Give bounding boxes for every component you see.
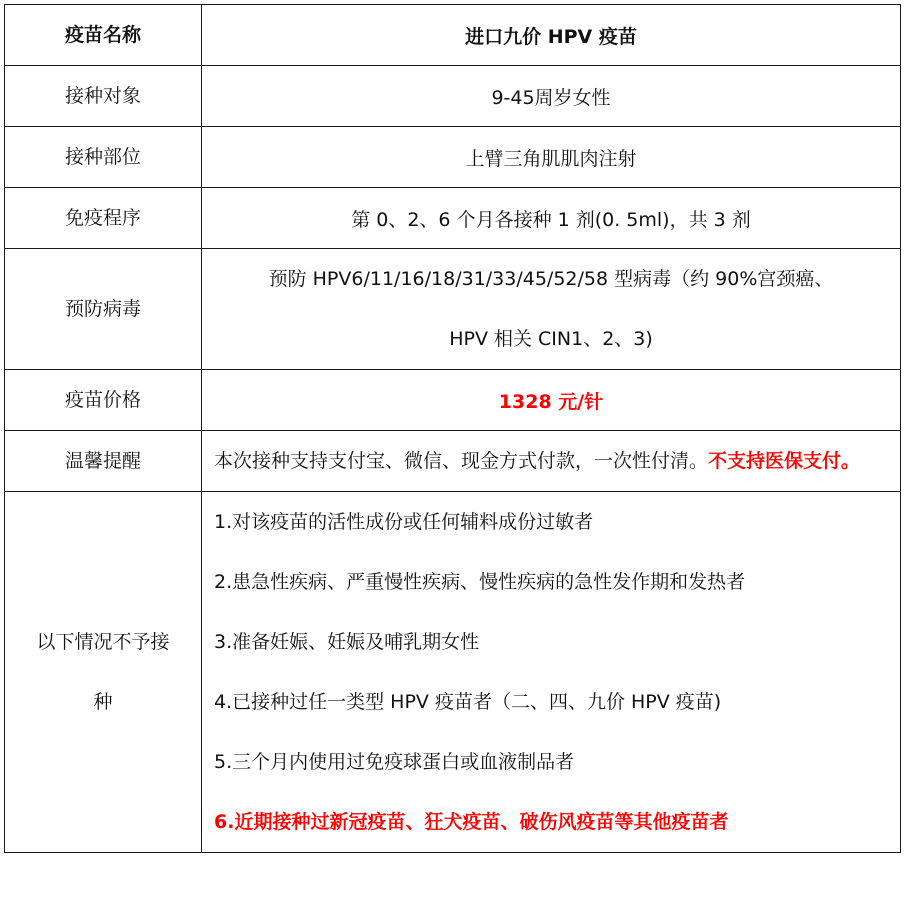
table-row-price	[5, 370, 901, 431]
prevented-virus-line-1: 预防 HPV6/11/16/18/31/33/45/52/58 型病毒（约 90%宫颈癌、	[268, 268, 834, 290]
row-label	[5, 492, 202, 853]
contraindications-label-line-1: 以下情况不予接	[36, 631, 170, 653]
prevented-virus-line-2: HPV 相关 CIN1、2、3)	[449, 328, 653, 350]
table-row-schedule	[5, 188, 901, 249]
table-row-reminder	[5, 431, 901, 492]
list-item: 4.已接种过任一类型 HPV 疫苗者（二、四、九价 HPV 疫苗)	[214, 691, 722, 713]
vaccine-name-value: 进口九价 HPV 疫苗	[202, 5, 901, 66]
row-label: 疫苗名称	[5, 5, 202, 66]
price-text: 1328 元/针	[498, 390, 604, 413]
recipients-value: 9-45周岁女性	[202, 66, 901, 127]
reminder-warning: 不支持医保支付。	[708, 450, 861, 472]
table-row-prevented-virus	[5, 249, 901, 370]
row-label: 免疫程序	[5, 188, 202, 249]
row-label: 疫苗价格	[5, 370, 202, 431]
contraindications-list	[202, 492, 901, 853]
row-label: 预防病毒	[5, 249, 202, 370]
list-item: 3.准备妊娠、妊娠及哺乳期女性	[214, 631, 480, 653]
row-label: 接种对象	[5, 66, 202, 127]
list-item: 1.对该疫苗的活性成份或任何辅料成份过敏者	[214, 511, 594, 533]
list-item: 2.患急性疾病、严重慢性疾病、慢性疾病的急性发作期和发热者	[214, 571, 746, 593]
prevented-virus-value	[202, 249, 901, 370]
list-item: 5.三个月内使用过免疫球蛋白或血液制品者	[214, 751, 575, 773]
price-value	[202, 370, 901, 431]
reminder-value	[202, 431, 901, 492]
table-row-recipients	[5, 66, 901, 127]
row-label: 温馨提醒	[5, 431, 202, 492]
schedule-value: 第 0、2、6 个月各接种 1 剂(0. 5ml)，共 3 剂	[202, 188, 901, 249]
contraindications-label-line-2: 种	[93, 691, 113, 713]
vaccine-info-table	[4, 4, 901, 853]
table-row-vaccine-name	[5, 5, 901, 66]
reminder-text: 本次接种支持支付宝、微信、现金方式付款，一次性付清。	[214, 450, 709, 472]
row-label: 接种部位	[5, 127, 202, 188]
table-row-injection-site	[5, 127, 901, 188]
list-item-highlighted: 6.近期接种过新冠疫苗、狂犬疫苗、破伤风疫苗等其他疫苗者	[214, 811, 729, 833]
table-row-contraindications	[5, 492, 901, 853]
injection-site-value: 上臂三角肌肌肉注射	[202, 127, 901, 188]
